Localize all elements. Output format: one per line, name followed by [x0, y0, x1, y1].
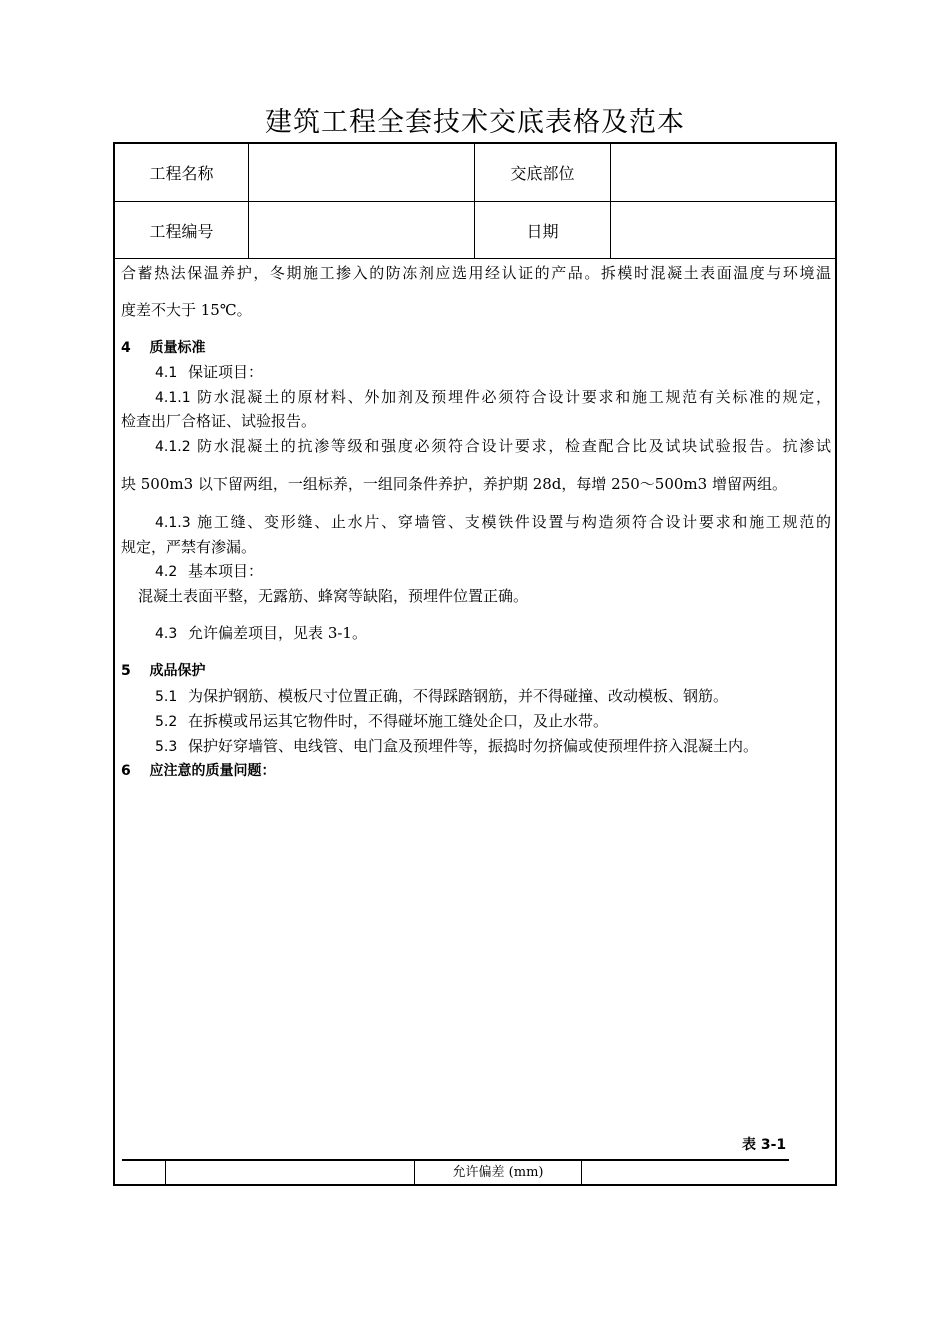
- section-number: 5.3: [155, 739, 178, 755]
- section-text: 在拆模或吊运其它物件时，不得碰坏施工缝处企口，及止水带。: [188, 712, 609, 730]
- section-number: 6: [121, 763, 131, 779]
- section-4-2: [121, 560, 831, 581]
- section-text: 防水混凝土的抗渗等级和强度必须符合设计要求，检查配合比及试块试验报告。抗渗试: [197, 437, 831, 455]
- project-no-field[interactable]: [249, 202, 474, 258]
- project-no-label: 工程编号: [149, 221, 214, 241]
- section-4-1-3-line: [121, 511, 831, 532]
- section-number: 5.1: [155, 689, 178, 705]
- section-text: 保护好穿墙管、电线管、电门盒及预埋件等，振捣时勿挤偏或使预埋件挤入混凝土内。: [188, 737, 759, 755]
- section-5-2: [121, 710, 831, 731]
- section-text: 保证项目：: [188, 363, 264, 381]
- date-field[interactable]: [611, 202, 835, 258]
- paragraph-line: 度差不大于 15℃。: [121, 301, 252, 319]
- section-number: 4.1: [155, 365, 178, 381]
- section-title: 应注意的质量问题：: [149, 763, 276, 779]
- table-header-underline: [414, 1184, 582, 1185]
- section-number: 4.2: [155, 564, 178, 580]
- paragraph-line: 块 500m3 以下留两组，一组标养，一组同条件养护，养护期 28d，每增 250～500m3 增留两组。: [121, 475, 787, 493]
- section-title: 质量标准: [149, 340, 206, 356]
- table-col-divider: [581, 1160, 582, 1185]
- project-name-field[interactable]: [249, 143, 474, 201]
- header-bottom-border: [114, 258, 836, 259]
- section-5-3: [121, 735, 831, 756]
- paragraph-line: 合蓄热法保温养护，冬期施工掺入的防冻剂应选用经认证的产品。拆模时混凝土表面温度与环境温: [121, 264, 831, 282]
- section-number: 4: [121, 340, 131, 356]
- table-col-divider: [165, 1160, 166, 1185]
- project-name-label: 工程名称: [149, 163, 214, 183]
- section-5-heading: [121, 660, 831, 680]
- date-label: 日期: [526, 221, 559, 241]
- section-number: 5.2: [155, 714, 178, 730]
- location-field[interactable]: [611, 143, 835, 201]
- section-title: 成品保护: [149, 663, 206, 679]
- section-text: 允许偏差项目，见表 3-1。: [188, 624, 367, 642]
- section-number: 4.1.2: [155, 439, 191, 455]
- section-4-heading: [121, 337, 831, 357]
- section-4-1-1-line: [121, 386, 831, 407]
- section-text: 基本项目：: [188, 562, 264, 580]
- table-caption: 表 3-1: [742, 1137, 787, 1153]
- paragraph-line: 混凝土表面平整，无露筋、蜂窝等缺陷，预埋件位置正确。: [138, 587, 529, 605]
- section-number: 4.1.1: [155, 390, 191, 406]
- section-5-1: [121, 685, 831, 706]
- location-label: 交底部位: [510, 163, 575, 183]
- section-number: 5: [121, 663, 131, 679]
- section-text: 防水混凝土的原材料、外加剂及预埋件必须符合设计要求和施工规范有关标准的规定，: [197, 388, 831, 406]
- section-4-1: [121, 361, 831, 382]
- section-number: 4.3: [155, 626, 178, 642]
- section-text: 施工缝、变形缝、止水片、穿墙管、支模铁件设置与构造须符合设计要求和施工规范的: [197, 513, 831, 531]
- page-title: 建筑工程全套技术交底表格及范本: [265, 107, 685, 138]
- table-column-header: 允许偏差 (mm): [452, 1164, 544, 1180]
- paragraph-line: 检查出厂合格证、试验报告。: [121, 412, 317, 430]
- paragraph-line: 规定，严禁有渗漏。: [121, 538, 257, 556]
- section-4-1-2-line: [121, 435, 831, 456]
- section-4-3: [121, 622, 831, 643]
- section-6-heading: [121, 760, 831, 780]
- section-text: 为保护钢筋、模板尺寸位置正确，不得踩踏钢筋，并不得碰撞、改动模板、钢筋。: [188, 687, 729, 705]
- section-number: 4.1.3: [155, 515, 191, 531]
